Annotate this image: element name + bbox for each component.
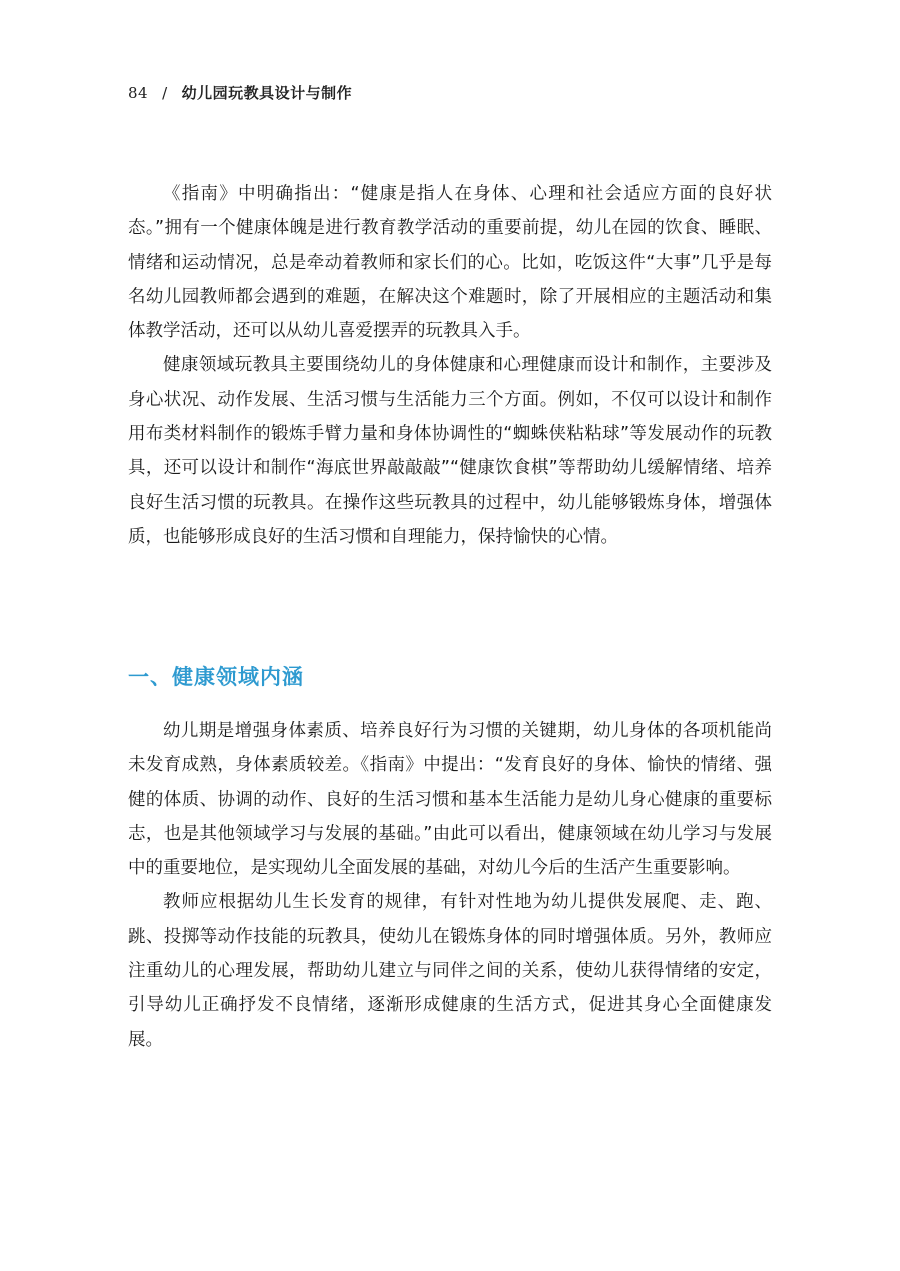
running-header — [128, 82, 352, 103]
book-title: 幼儿园玩教具设计与制作 — [181, 84, 353, 102]
paragraph: 健康领域玩教具主要围绕幼儿的身体健康和心理健康而设计和制作，主要涉及身心状况、动作发展、生活习惯与生活能力三个方面。例如，不仅可以设计和制作用布类材料制作的锻炼手臂力量和身体协调性的“蜘蛛侠粘粘球”等发展动作的玩教具，还可以设计和制作“海底世界敲敲敲”“健康饮食棋”等帮助幼儿缓解情绪、培养良好生活习惯的玩教具。在操作这些玩教具的过程中，幼儿能够锻炼身体，增强体质，也能够形成良好的生活习惯和自理能力，保持愉快的心情。 — [128, 355, 772, 547]
paragraph: 教师应根据幼儿生长发育的规律，有针对性地为幼儿提供发展爬、走、跑、跳、投掷等动作技能的玩教具，使幼儿在锻炼身体的同时增强体质。另外，教师应注重幼儿的心理发展，帮助幼儿建立与同伴之间的关系，使幼儿获得情绪的安定，引导幼儿正确抒发不良情绪，逐渐形成健康的生活方式，促进其身心全面健康发展。 — [128, 892, 772, 1050]
page-number: 84 — [128, 84, 149, 102]
section-heading: 一、健康领域内涵 — [128, 665, 304, 689]
section-text — [128, 714, 772, 1057]
header-separator: / — [162, 84, 168, 102]
paragraph: 幼儿期是增强身体素质、培养良好行为习惯的关键期，幼儿身体的各项机能尚未发育成熟，身体素质较差。《指南》中提出：“发育良好的身体、愉快的情绪、强健的体质、协调的动作、良好的生活习惯和基本生活能力是幼儿身心健康的重要标志，也是其他领域学习与发展的基础。”由此可以看出，健康领域在幼儿学习与发展中的重要地位，是实现幼儿全面发展的基础，对幼儿今后的生活产生重要影响。 — [128, 721, 772, 879]
paragraph: 《指南》中明确指出：“健康是指人在身体、心理和社会适应方面的良好状态。”拥有一个健康体魄是进行教育教学活动的重要前提，幼儿在园的饮食、睡眠、情绪和运动情况，总是牵动着教师和家长们的心。比如，吃饭这件“大事”几乎是每名幼儿园教师都会遇到的难题，在解决这个难题时，除了开展相应的主题活动和集体教学活动，还可以从幼儿喜爱摆弄的玩教具入手。 — [128, 184, 772, 342]
intro-text — [128, 177, 772, 554]
